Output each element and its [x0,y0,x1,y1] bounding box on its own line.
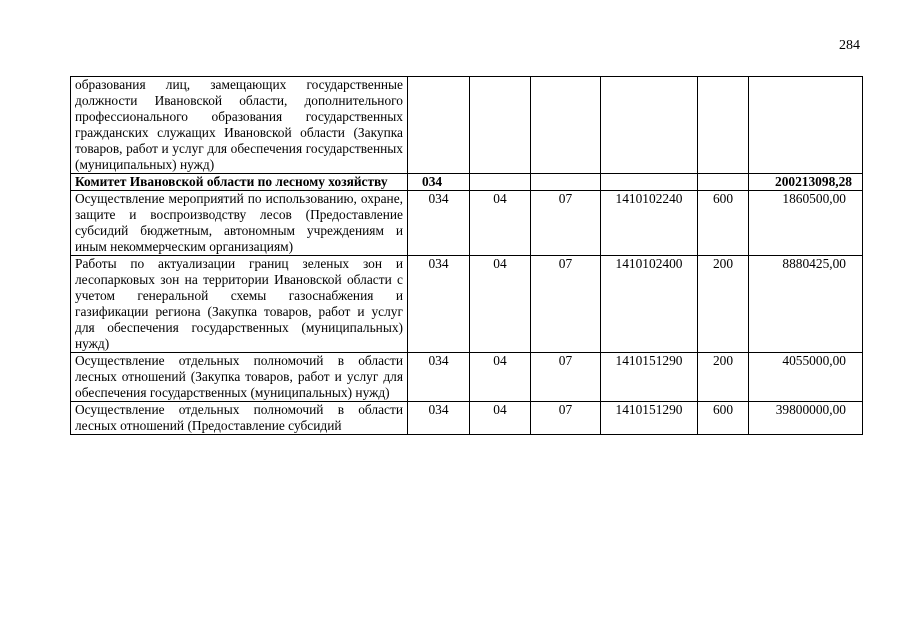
table-row [71,353,863,402]
row-subsection: 07 [531,191,601,256]
row-subsection [531,77,601,174]
row-expense-type: 600 [698,191,749,256]
row-subsection [531,174,601,191]
table-row [71,191,863,256]
row-expense-type [698,77,749,174]
row-code [408,77,470,174]
row-amount: 1860500,00 [749,191,863,256]
row-subsection: 07 [531,353,601,402]
table-row [71,77,863,174]
row-description: Комитет Ивановской области по лесному хозяйству [71,174,408,191]
row-amount [749,77,863,174]
row-description: образования лиц, замещающих государственные должности Ивановской области, дополнительного профессионального образования государственных гражданских служащих Ивановской области (Закупка товаров, работ и услуг для обеспечения государственных (муниципальных) нужд) [71,77,408,174]
row-subsection: 07 [531,256,601,353]
row-description: Осуществление отдельных полномочий в области лесных отношений (Закупка товаров, работ и услуг для обеспечения государственных (муниципальных) нужд) [71,353,408,402]
row-section [470,174,531,191]
table-row [71,256,863,353]
row-target: 1410102240 [601,191,698,256]
row-description: Осуществление отдельных полномочий в области лесных отношений (Предоставление субсидий [71,402,408,435]
row-section [470,77,531,174]
row-description: Осуществление мероприятий по использованию, охране, защите и воспроизводству лесов (Предоставление субсидий бюджетным, автономным учреждениям и иным некоммерческим организациям) [71,191,408,256]
row-expense-type: 600 [698,402,749,435]
row-code: 034 [408,174,470,191]
row-target [601,174,698,191]
row-target: 1410102400 [601,256,698,353]
row-expense-type: 200 [698,353,749,402]
row-description: Работы по актуализации границ зеленых зон и лесопарковых зон на территории Ивановской области с учетом генеральной схемы газоснабжения и газификации региона (Закупка товаров, работ и услуг для обеспечения государственных (муниципальных) нужд) [71,256,408,353]
page-number: 284 [839,38,860,53]
budget-table [70,76,863,435]
table-row [71,402,863,435]
row-amount: 39800000,00 [749,402,863,435]
row-code: 034 [408,191,470,256]
row-expense-type [698,174,749,191]
row-code: 034 [408,402,470,435]
row-target: 1410151290 [601,402,698,435]
row-amount: 8880425,00 [749,256,863,353]
row-subsection: 07 [531,402,601,435]
row-section: 04 [470,256,531,353]
row-target: 1410151290 [601,353,698,402]
row-code: 034 [408,256,470,353]
row-section: 04 [470,191,531,256]
row-amount: 200213098,28 [749,174,863,191]
row-expense-type: 200 [698,256,749,353]
row-target [601,77,698,174]
table-row [71,174,863,191]
row-code: 034 [408,353,470,402]
row-section: 04 [470,353,531,402]
row-section: 04 [470,402,531,435]
row-amount: 4055000,00 [749,353,863,402]
